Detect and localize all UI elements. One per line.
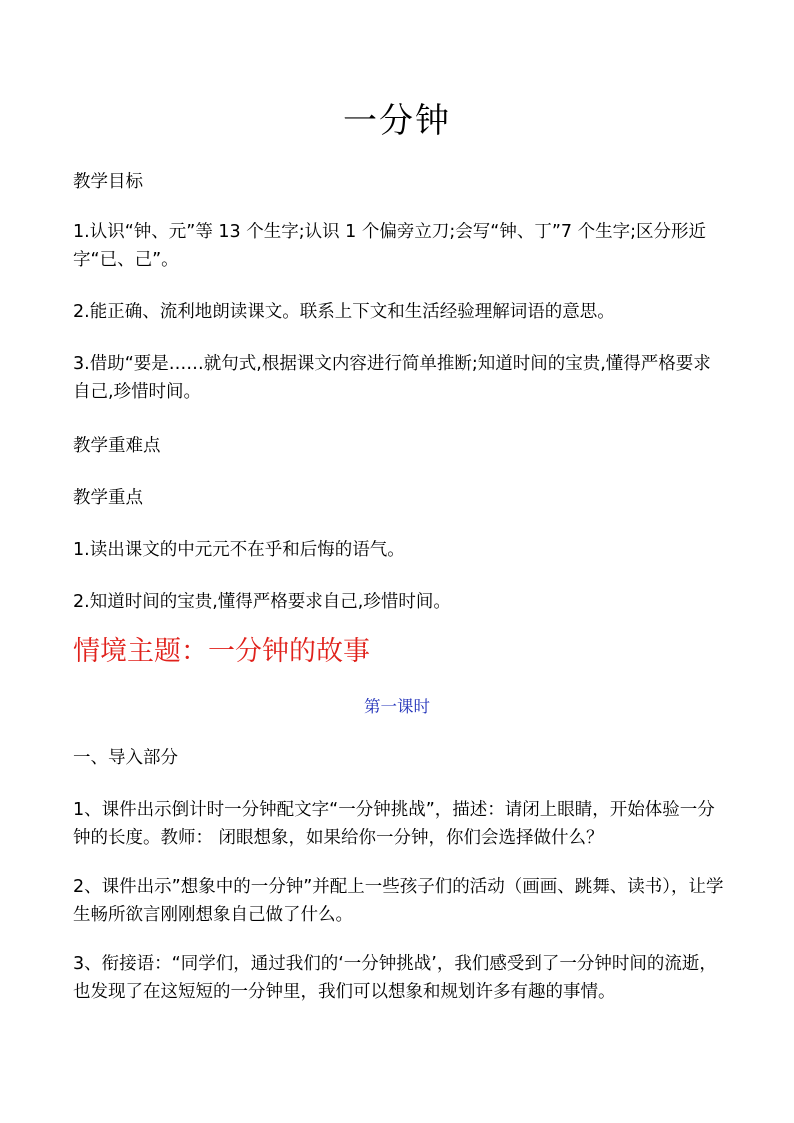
step-1: 1、课件出示倒计时一分钟配文字“一分钟挑战”，描述：请闭上眼睛，开始体验一分钟的长度。教师： 闭眼想象，如果给你一分钟，你们会选择做什么？ <box>73 800 715 848</box>
theme-heading: 情境主题：一分钟的故事 <box>73 636 370 667</box>
key-point-1: 1.读出课文的中元元不在乎和后悔的语气。 <box>73 540 405 560</box>
key-point-2: 2.知道时间的宝贵,懂得严格要求自己,珍惜时间。 <box>73 592 451 612</box>
objective-1: 1.认识“钟、元”等 13 个生字;认识 1 个偏旁立刀;会写“钟、丁”7 个生字;区分形近字“已、己”。 <box>73 222 706 270</box>
step-2: 2、课件出示”想象中的一分钟”并配上一些孩子们的活动（画画、跳舞、读书），让学生畅所欲言刚刚想象自己做了什么。 <box>73 877 724 925</box>
key-difficult-heading: 教学重难点 <box>73 436 161 456</box>
objectives-heading: 教学目标 <box>73 172 143 192</box>
objective-2: 2.能正确、流利地朗读课文。联系上下文和生活经验理解词语的意思。 <box>73 302 615 322</box>
lesson-heading: 第一课时 <box>364 697 430 716</box>
section-1-heading: 一、导入部分 <box>73 748 178 768</box>
objective-3: 3.借助“要是……就句式,根据课文内容进行简单推断;知道时间的宝贵,懂得严格要求自己,珍惜时间。 <box>73 354 711 402</box>
document-title: 一分钟 <box>343 101 451 141</box>
key-points-heading: 教学重点 <box>73 488 143 508</box>
step-3: 3、衔接语：“同学们，通过我们的‘一分钟挑战’，我们感受到了一分钟时间的流逝，也发现了在这短短的一分钟里，我们可以想象和规划许多有趣的事情。 <box>73 954 717 1002</box>
